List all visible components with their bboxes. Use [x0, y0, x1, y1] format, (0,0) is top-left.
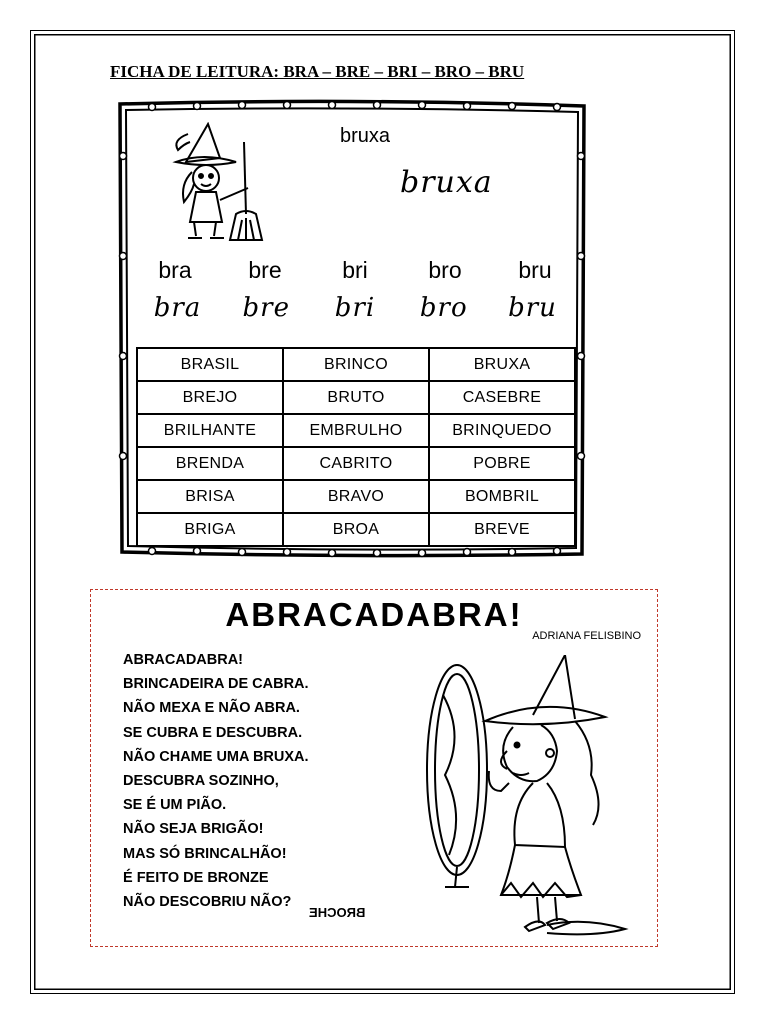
syllable-print: bro	[428, 257, 462, 283]
poem-line: MAS SÓ BRINCALHÃO!	[123, 845, 287, 862]
syllable-print: bru	[518, 257, 552, 283]
word-cell: BRINCO	[283, 348, 429, 381]
word-cell: BRILHANTE	[137, 414, 283, 447]
table-row	[137, 381, 575, 414]
syllable-cursive: bre	[242, 293, 290, 323]
syllables-print	[135, 257, 575, 284]
word-cell: BRUXA	[429, 348, 575, 381]
poem-author: ADRIANA FELISBINO	[532, 630, 641, 642]
syllable-cursive: bri	[334, 293, 376, 323]
word-cell: BREJO	[137, 381, 283, 414]
syllable-print: bre	[248, 257, 282, 283]
word-table	[136, 347, 576, 547]
word-cell: BRISA	[137, 480, 283, 513]
poem-title: ABRACADABRA!	[225, 596, 523, 633]
syllable-cursive: bro	[419, 293, 468, 323]
poem-line: NÃO CHAME UMA BRUXA.	[123, 748, 309, 765]
poem-line: SE É UM PIÃO.	[123, 797, 227, 814]
syllables-cursive	[135, 293, 575, 323]
table-row	[137, 348, 575, 381]
word-cell: BRUTO	[283, 381, 429, 414]
word-cell: BRASIL	[137, 348, 283, 381]
poem-lines	[123, 648, 309, 914]
word-cell: CABRITO	[283, 447, 429, 480]
table-row	[137, 414, 575, 447]
word-cell: CASEBRE	[429, 381, 575, 414]
poem-line: NÃO MEXA E NÃO ABRA.	[123, 700, 300, 717]
poem-line: DESCUBRA SOZINHO,	[123, 773, 279, 790]
syllable-print: bra	[158, 257, 192, 283]
witch-mirror-illustration	[415, 655, 645, 945]
poem-line: BRINCADEIRA DE CABRA.	[123, 676, 309, 693]
poem-line: É FEITO DE BRONZE	[123, 869, 269, 886]
word-cell: BRENDA	[137, 447, 283, 480]
syllable-cursive: bra	[153, 293, 202, 323]
worksheet-title: FICHA DE LEITURA: BRA – BRE – BRI – BRO – BRU	[110, 62, 525, 81]
word-cell: BRIGA	[137, 513, 283, 546]
poem-line: NÃO DESCOBRIU NÃO?	[123, 894, 292, 911]
word-cell: BRAVO	[283, 480, 429, 513]
mirrored-word: BROCHE	[309, 905, 366, 920]
table-row	[137, 447, 575, 480]
poem-line: ABRACADABRA!	[123, 652, 244, 668]
key-word-cursive: bruxa	[400, 165, 493, 200]
poem-line: NÃO SEJA BRIGÃO!	[123, 821, 264, 838]
table-row	[137, 513, 575, 546]
syllable-print: bri	[342, 257, 368, 283]
poem-line: SE CUBRA E DESCUBRA.	[123, 724, 303, 741]
key-word-print: bruxa	[340, 125, 391, 147]
word-cell: EMBRULHO	[283, 414, 429, 447]
witch-illustration	[158, 122, 268, 244]
word-cell: BROA	[283, 513, 429, 546]
word-cell: BRINQUEDO	[429, 414, 575, 447]
word-cell: BOMBRIL	[429, 480, 575, 513]
syllable-cursive: bru	[508, 293, 557, 323]
table-row	[137, 480, 575, 513]
word-cell: BREVE	[429, 513, 575, 546]
word-cell: POBRE	[429, 447, 575, 480]
